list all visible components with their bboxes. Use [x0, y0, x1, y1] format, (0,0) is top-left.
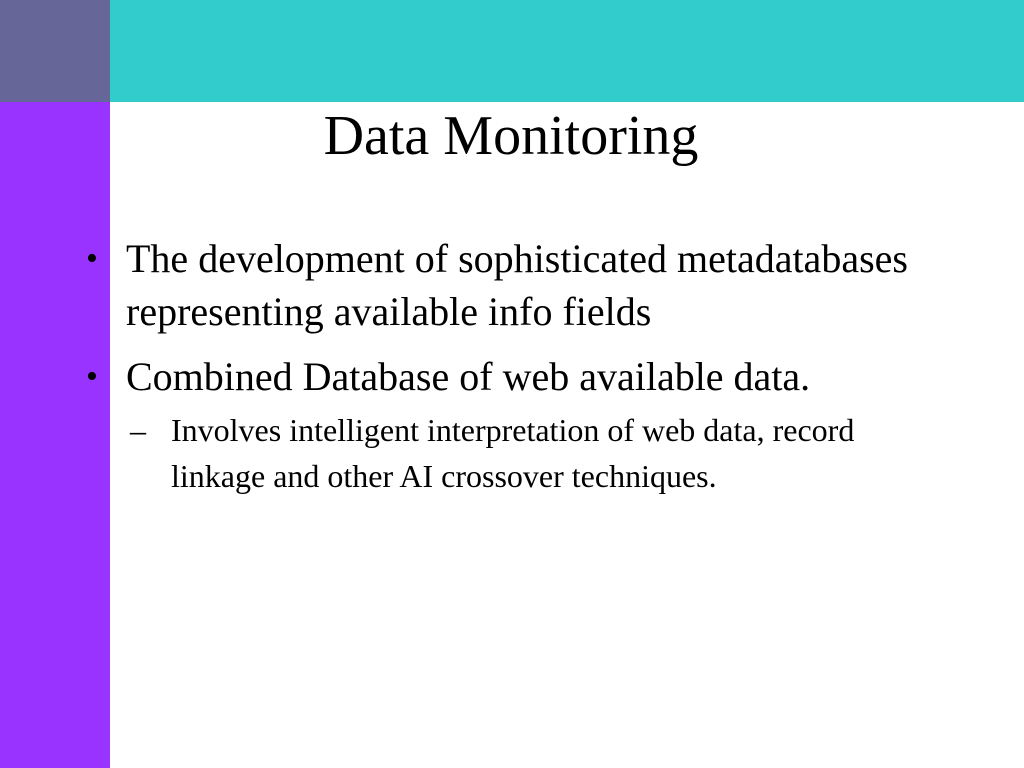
bullet-text: The development of sophisticated metadatabases representing available info fields: [126, 236, 908, 334]
dash-icon: –: [130, 412, 146, 448]
bullet-icon: •: [86, 358, 98, 395]
top-color-band: [110, 0, 1024, 102]
sub-bullet-text: Involves intelligent interpretation of web data, record linkage and other AI crossover techniques.: [171, 412, 855, 494]
bullet-text: Combined Database of web available data.: [126, 354, 811, 399]
corner-decoration: [0, 0, 110, 102]
sub-bullet-item: [126, 407, 916, 499]
sub-bullet-list: [126, 407, 916, 499]
bullet-list: [86, 232, 916, 511]
bullet-icon: •: [86, 240, 98, 277]
bullet-item: [86, 350, 916, 499]
slide-title: Data Monitoring: [323, 105, 699, 167]
bullet-item: [86, 232, 916, 338]
